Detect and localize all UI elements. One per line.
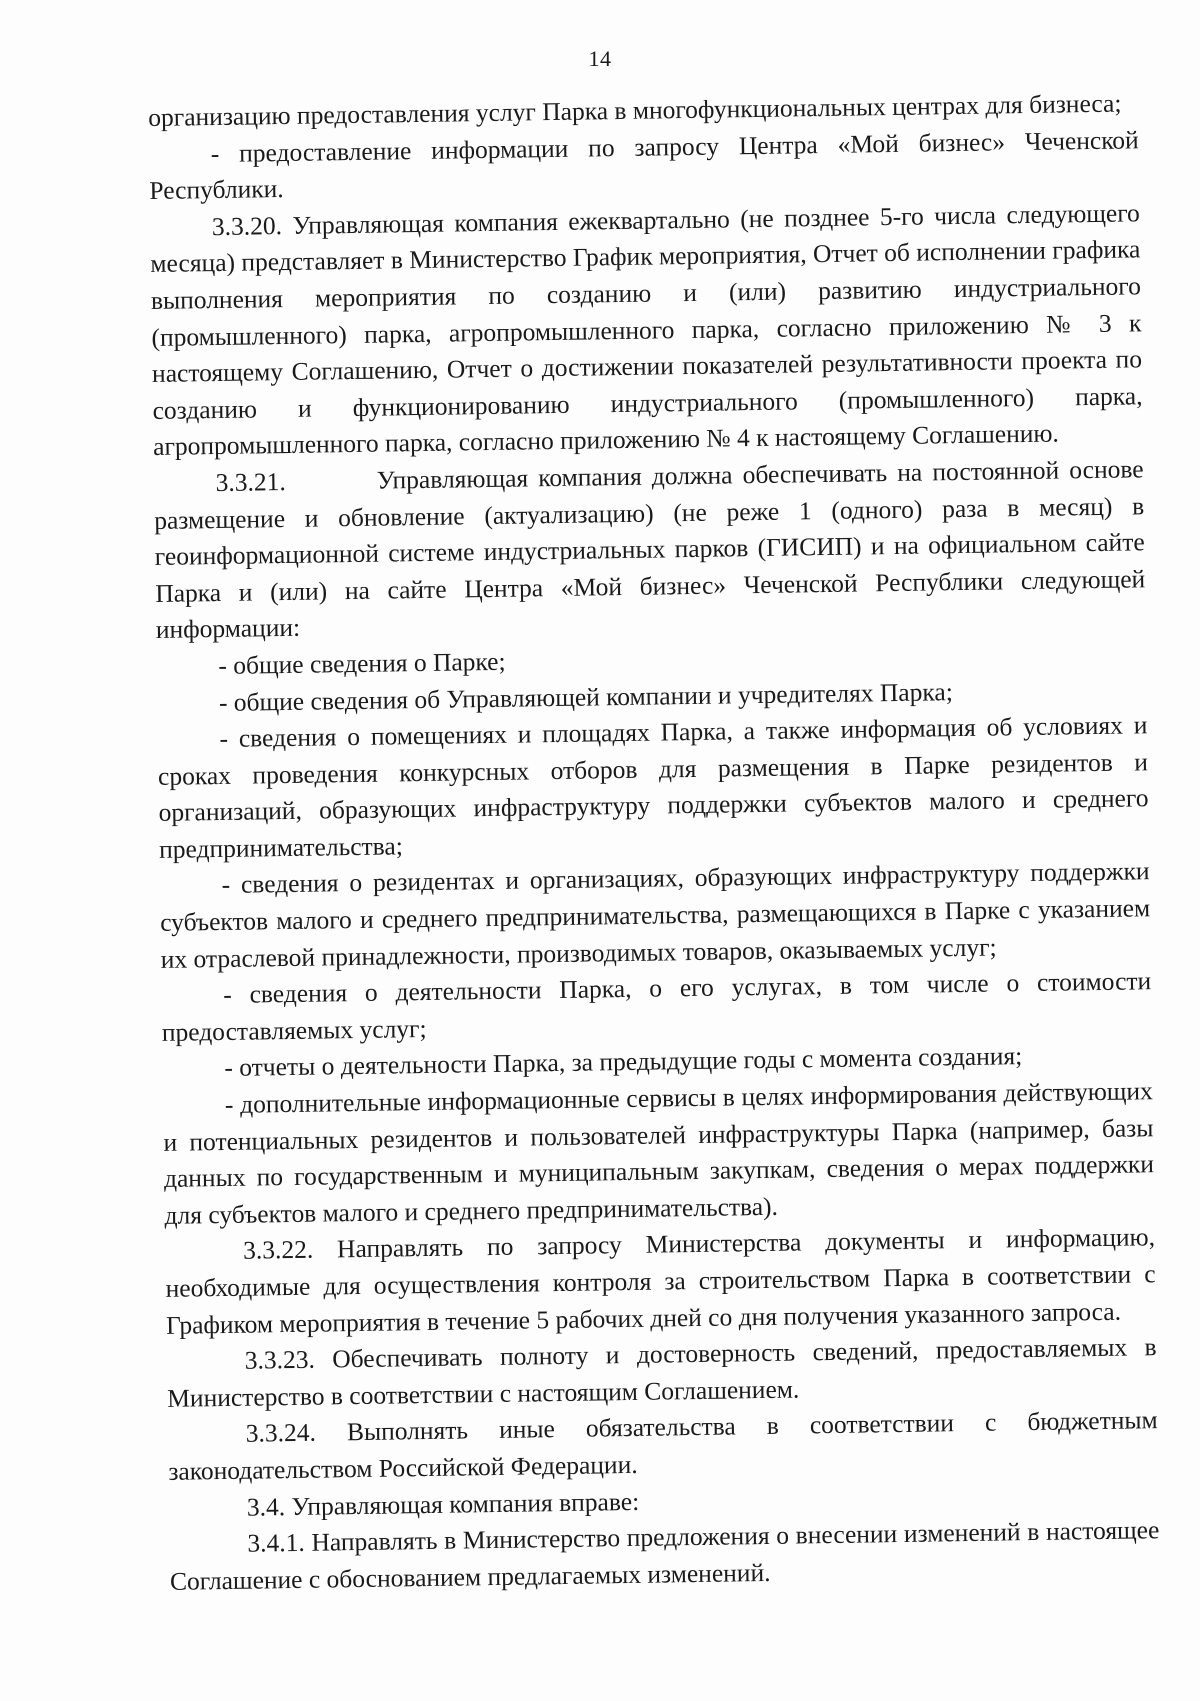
list-item: - дополнительные информационные сервисы в целях информирования действующих и потенциальных резидентов и пользователей инфраструктуры Парка (например, базы данных по государственным и муниципальным закупкам, сведения о мерах поддержки для субъектов малого и среднего предпринимательства). xyxy=(163,1076,1155,1230)
list-item: - сведения о деятельности Парка, о его услугах, в том числе о стоимости предоставляемых услуг; xyxy=(161,966,1152,1047)
paragraph-3-3-20: 3.3.20. Управляющая компания ежеквартально (не позднее 5-го числа следующего месяца) представляет в Министерство График мероприятия, Отчет об исполнении графика выполнения мероприятия по созданию и (или) развитию индустриального (промышленного) парка, агропромышленного парка, согласно приложению № 3 к настоящему Соглашению, Отчет о достижении показателей результативности проекта по созданию и функционированию индустриального (промышленного) парка, агропромышленного парка, согласно приложению № 4 к настоящему Соглашению. xyxy=(150,198,1143,462)
page-number: 14 xyxy=(588,46,612,71)
paragraph-3-4: 3.4. Управляющая компания вправе: xyxy=(246,1486,640,1522)
list-item: - сведения о резидентах и организациях, образующих инфраструктуру поддержки субъектов малого и среднего предпринимательства, размещающихся в Парке с указанием их отраслевой принадлежности, производимых товаров, оказываемых услуг; xyxy=(159,856,1151,974)
paragraph-3-4-1: 3.4.1. Направлять в Министерство предложения о внесении изменений в настоящее Соглашение с обоснованием предлагаемых изменений. xyxy=(169,1515,1160,1596)
list-item: - отчеты о деятельности Парка, за предыдущие годы с момента создания; xyxy=(224,1041,1023,1083)
paragraph: организацию предоставления услуг Парка в многофункциональных центрах для бизнеса; xyxy=(148,88,1122,132)
paragraph-3-3-23: 3.3.23. Обеспечивать полноту и достоверность сведений, предоставляемых в Министерство в соответствии с настоящим Соглашением. xyxy=(167,1332,1157,1413)
paragraph-3-3-21: 3.3.21. Управляющая компания должна обеспечивать на постоянной основе размещение и обновление (актуализацию) (не реже 1 (одного) раза в месяц) в геоинформационной системе индустриальных парков (ГИСИП) и на официальном сайте Парка и (или) на сайте Центра «Мой бизнес» Чеченской Республики следующей информации: xyxy=(154,454,1152,645)
list-item: - общие сведения об Управляющей компании и учредителях Парка; xyxy=(218,676,953,717)
paragraph: - предоставление информации по запросу Центра «Мой бизнес» Чеченской Республики. xyxy=(149,124,1139,206)
document-body xyxy=(148,85,1160,1600)
paragraph-3-3-22: 3.3.22. Направлять по запросу Министерства документы и информацию, необходимые для осуществления контроля за строительством Парка в соответствии с Графиком мероприятия в течение 5 рабочих дней со дня получения указанного запроса. xyxy=(165,1222,1156,1340)
list-item: - общие сведения о Парке; xyxy=(218,646,506,680)
list-item: - сведения о помещениях и площадях Парка, а также информация об условиях и сроках проведения конкурсных отборов для размещения в Парке резидентов и организаций, образующих инфраструктуру поддержки субъектов малого и среднего предпринимательства; xyxy=(157,710,1149,864)
paragraph-3-3-24: 3.3.24. Выполнять иные обязательства в соответствии с бюджетным законодательством Российской Федерации. xyxy=(168,1405,1158,1486)
